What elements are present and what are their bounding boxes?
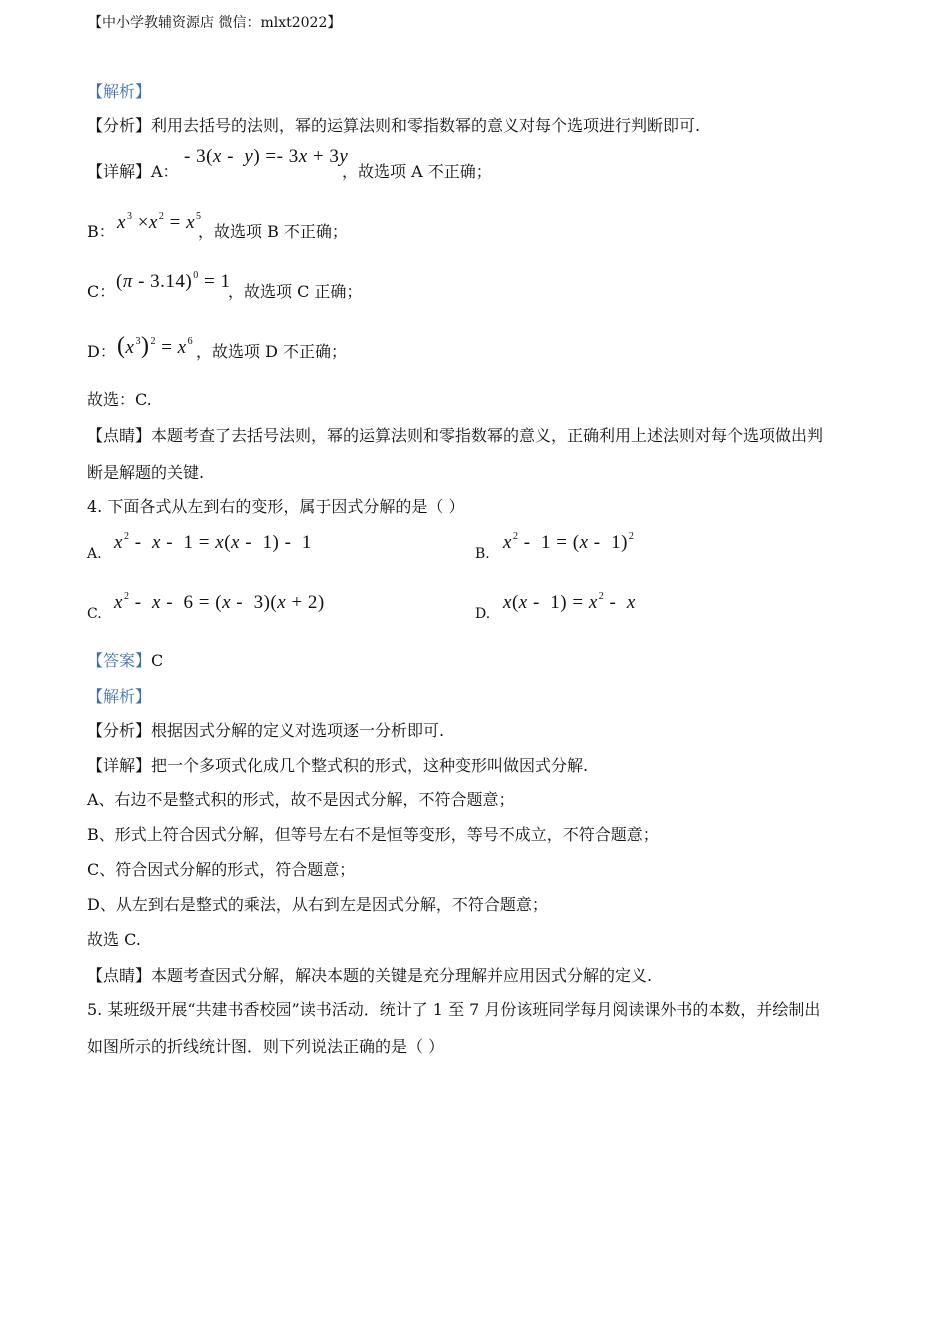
q4-answer-line (87, 651, 163, 671)
detail-b-label: B： (87, 222, 115, 241)
detail-d-label: D： (87, 342, 116, 361)
q4-dianjing: 【点睛】本题考查因式分解，解决本题的关键是充分理解并应用因式分解的定义. (87, 966, 653, 985)
answer-tag: 【答案】 (87, 651, 152, 670)
q4-option-d-label: D. (475, 606, 491, 622)
detail-b-suffix: ，故选项 B 不正确； (198, 222, 348, 241)
formula-c: (π - 3.14)$^0$ = 1 (116, 270, 231, 292)
q4-option-c-formula: $x^2 - x - 6 = (x - 3)(x + 2)$ (114, 591, 325, 613)
q4-d-note: D、从左到右是整式的乘法，从右到左是因式分解，不符合题意； (87, 895, 548, 914)
detail-a-suffix: ，故选项 A 不正确； (342, 162, 492, 181)
q5-stem-1: 5. 某班级开展“共建书香校园”读书活动．统计了 1 至 7 月份该班同学每月阅读课外书的本数，并绘制出 (87, 1000, 821, 1019)
q4-option-a-label: A. (87, 546, 102, 562)
q3-dianjing-2: 断是解题的关键. (87, 463, 205, 482)
q4-a-note: A、右边不是整式积的形式，故不是因式分解，不符合题意； (87, 790, 515, 809)
detail-c-suffix: ，故选项 C 正确； (228, 282, 363, 301)
q4-analysis-tag: 【解析】 (87, 687, 152, 706)
q3-dianjing-1: 【点睛】本题考查了去括号法则，幂的运算法则和零指数幂的意义，正确利用上述法则对每个选项做出判 (87, 426, 824, 445)
q4-option-d-formula: $x(x - 1) = x^2 - x$ (503, 591, 636, 613)
formula-d: $(x^3)^2 = x^6$ (117, 333, 194, 359)
answer-value: C (151, 651, 164, 670)
q4-option-b-label: B. (475, 546, 490, 562)
q4-detail: 【详解】把一个多项式化成几个整式积的形式，这种变形叫做因式分解. (87, 756, 589, 775)
detail-c-label: C： (87, 282, 116, 301)
q5-stem-2: 如图所示的折线统计图．则下列说法正确的是（ ） (87, 1037, 445, 1056)
detail-d-suffix: ，故选项 D 不正确； (196, 342, 348, 361)
q4-option-b-formula: $x^2 - 1 = (x - 1)^2$ (503, 531, 635, 553)
q4-c-note: C、符合因式分解的形式，符合题意； (87, 860, 356, 879)
q3-conclusion: 故选：C. (87, 390, 152, 409)
q4-conclusion: 故选 C. (87, 930, 141, 949)
q4-option-c-label: C. (87, 606, 102, 622)
q4-stem: 4. 下面各式从左到右的变形，属于因式分解的是（ ） (87, 497, 465, 516)
detail-prefix: 【详解】A： (87, 162, 179, 181)
q4-option-a-formula: $x^2 - x - 1 = x(x - 1) - 1$ (114, 531, 312, 553)
analysis-fenxi: 【分析】利用去括号的法则，幂的运算法则和零指数幂的意义对每个选项进行判断即可. (87, 116, 701, 135)
formula-a: - 3(x - y) =- 3x + 3y (184, 146, 349, 167)
page-header: 【中小学教辅资源店 微信：mlxt2022】 (88, 15, 342, 31)
q4-fenxi: 【分析】根据因式分解的定义对选项逐一分析即可. (87, 721, 445, 740)
formula-b: $x^3 \times x^2 = x^5$ (117, 211, 202, 233)
q4-b-note: B、形式上符合因式分解，但等号左右不是恒等变形，等号不成立，不符合题意； (87, 825, 659, 844)
detail-a-line (87, 162, 179, 182)
analysis-tag: 【解析】 (87, 82, 152, 101)
